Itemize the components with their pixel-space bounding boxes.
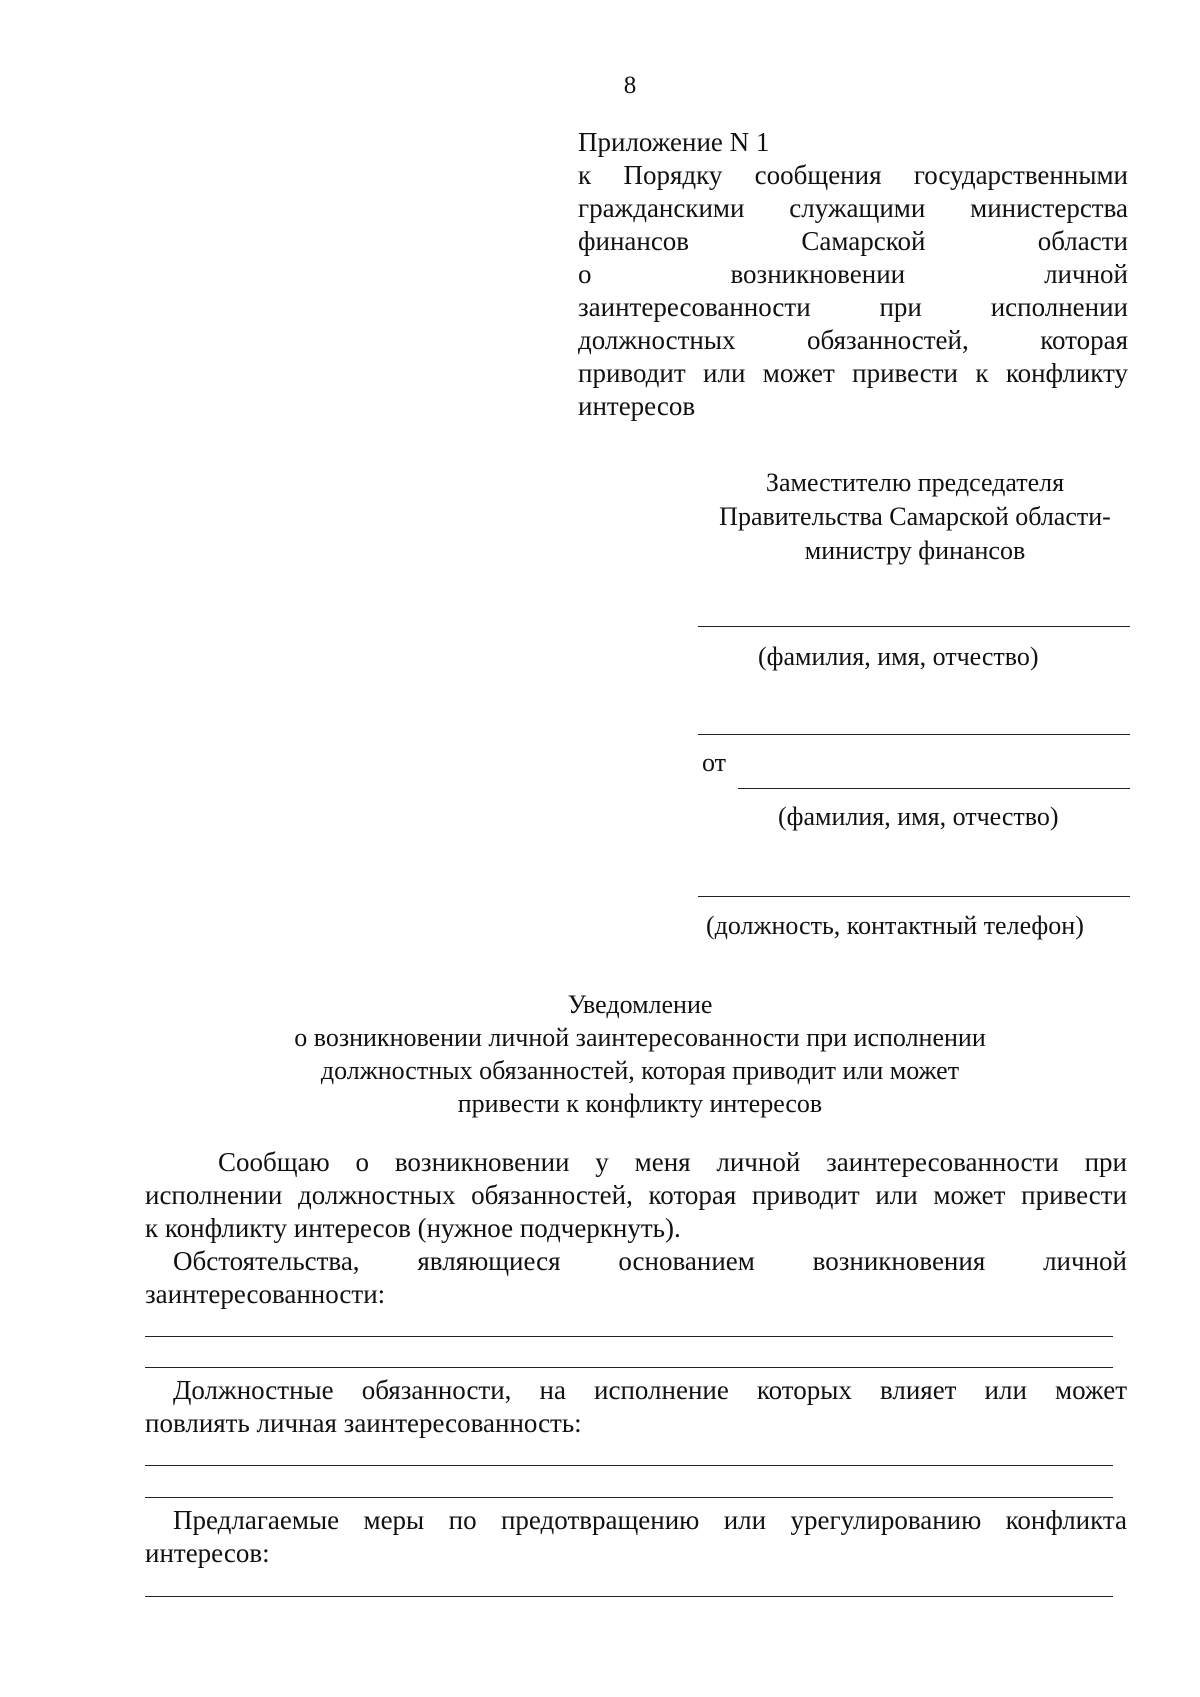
notice-title-line: о возникновении личной заинтересованности при исполнении bbox=[294, 1023, 986, 1052]
recipient-extra-line[interactable] bbox=[698, 734, 1130, 735]
paragraph-measures bbox=[145, 1504, 1127, 1570]
notice-title-line: Уведомление bbox=[567, 990, 713, 1019]
appendix-line: гражданскими служащими министерства bbox=[578, 193, 1128, 223]
appendix-line: финансов Самарской области bbox=[578, 226, 1128, 256]
notice-title-line: должностных обязанностей, которая приводит или может bbox=[320, 1056, 960, 1085]
appendix-last-line: интересов bbox=[578, 391, 696, 421]
sender-position-line[interactable] bbox=[698, 896, 1130, 897]
appendix-block bbox=[578, 126, 1128, 423]
paragraph-duties bbox=[145, 1374, 1127, 1440]
paragraph-circumstances bbox=[145, 1245, 1127, 1311]
measures-line-1[interactable] bbox=[145, 1596, 1113, 1597]
paragraph-line: Предлагаемые меры по предотвращению или урегулированию конфликта bbox=[173, 1505, 1127, 1535]
from-label: от bbox=[702, 748, 727, 777]
appendix-line: к Порядку сообщения государственными bbox=[578, 160, 1128, 190]
appendix-line: о возникновении личной bbox=[578, 259, 1128, 289]
paragraph-line: Сообщаю о возникновении у меня личной заинтересованности при bbox=[218, 1147, 1127, 1177]
paragraph-line: к конфликту интересов (нужное подчеркнуть). bbox=[145, 1213, 681, 1243]
sender-name-line[interactable] bbox=[738, 788, 1130, 789]
recipient-name-line[interactable] bbox=[698, 626, 1130, 627]
addressee-line: Правительства Самарской области- bbox=[719, 502, 1111, 531]
recipient-name-caption: (фамилия, имя, отчество) bbox=[758, 642, 1039, 671]
paragraph-line: Обстоятельства, являющиеся основанием возникновения личной bbox=[173, 1246, 1127, 1276]
sender-position-caption: (должность, контактный телефон) bbox=[706, 911, 1084, 940]
sender-name-caption: (фамилия, имя, отчество) bbox=[778, 802, 1059, 831]
paragraph-line: заинтересованности: bbox=[145, 1279, 386, 1309]
notice-title-line: привести к конфликту интересов bbox=[457, 1089, 823, 1118]
addressee-line: Заместителю председателя bbox=[765, 468, 1065, 497]
paragraph-line: Должностные обязанности, на исполнение которых влияет или может bbox=[173, 1375, 1127, 1405]
circumstances-line-2[interactable] bbox=[145, 1367, 1113, 1368]
paragraph-report bbox=[145, 1146, 1127, 1245]
notice-title bbox=[140, 988, 1140, 1120]
paragraph-line: повлиять личная заинтересованность: bbox=[145, 1408, 582, 1438]
paragraph-line: исполнении должностных обязанностей, которая приводит или может привести bbox=[145, 1180, 1127, 1210]
addressee-line: министру финансов bbox=[804, 536, 1026, 565]
duties-line-2[interactable] bbox=[145, 1497, 1113, 1498]
page-number: 8 bbox=[623, 72, 637, 99]
circumstances-line-1[interactable] bbox=[145, 1336, 1113, 1337]
appendix-line: приводит или может привести к конфликту bbox=[578, 358, 1128, 388]
appendix-line: заинтересованности при исполнении bbox=[578, 292, 1128, 322]
addressee-block bbox=[690, 466, 1140, 568]
appendix-line: должностных обязанностей, которая bbox=[578, 325, 1128, 355]
paragraph-line: интересов: bbox=[145, 1538, 270, 1568]
appendix-title: Приложение N 1 bbox=[578, 127, 770, 157]
duties-line-1[interactable] bbox=[145, 1465, 1113, 1466]
